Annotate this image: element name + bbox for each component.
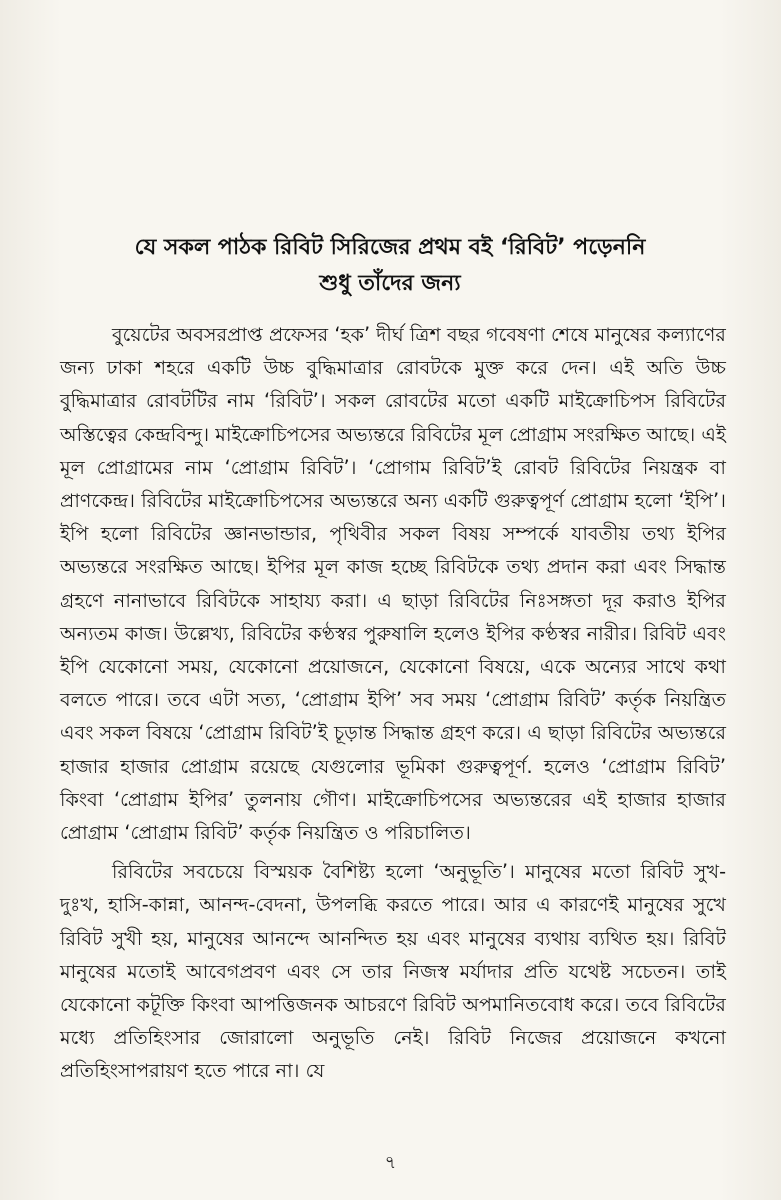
section-heading — [40, 230, 740, 302]
paragraph-2: রিবিটের সবচেয়ে বিস্ময়ক বৈশিষ্ট্য হলো ‘অনুভূতি’। মানুষের মতো রিবিট সুখ-দুঃখ, হাসি-কান্না, আনন্দ-বেদনা, উপলব্ধি করতে পারে। আর এ কারণেই মানুষের সুখে রিবিট সুখী হয়, মানুষের আনন্দে আনন্দিত হয় এবং মানুষের ব্যথায় ব্যথিত হয়। রিবিট মানুষের মতোই আবেগপ্রবণ এবং সে তার নিজস্ব মর্যাদার প্রতি যথেষ্ট সচেতন। তাই যেকোনো কটূক্তি কিংবা আপত্তিজনক আচরণে রিবিট অপমানিতবোধ করে। তবে রিবিটের মধ্যে প্রতিহিংসার জোরালো অনুভূতি নেই। রিবিট নিজের প্রয়োজনে কখনো প্রতিহিংসাপরায়ণ হতে পারে না। যে — [60, 860, 726, 1083]
paragraph-1: বুয়েটের অবসরপ্রাপ্ত প্রফেসর ‘হক’ দীর্ঘ ত্রিশ বছর গবেষণা শেষে মানুষের কল্যাণের জন্য ঢাকা শহরে একটি উচ্চ বুদ্ধিমাত্রার রোবটকে মুক্ত করে দেন। এই অতি উচ্চ বুদ্ধিমাত্রার রোবটটির নাম ‘রিবিট’। সকল রোবটের মতো একটি মাইক্রোচিপস রিবিটের অস্তিত্বের কেন্দ্রবিন্দু। মাইক্রোচিপসের অভ্যন্তরে রিবিটের মূল প্রোগ্রাম সংরক্ষিত আছে। এই মূল প্রোগ্রামের নাম ‘প্রোগ্রাম রিবিট’। ‘প্রোগাম রিবিট’ই রোবট রিবিটের নিয়ন্ত্রক বা প্রাণকেন্দ্র। রিবিটের মাইক্রোচিপসের অভ্যন্তরে অন্য একটি গুরুত্বপূর্ণ প্রোগ্রাম হলো ‘ইপি’। ইপি হলো রিবিটের জ্ঞানভান্ডার, পৃথিবীর সকল বিষয় সম্পর্কে যাবতীয় তথ্য ইপির অভ্যন্তরে সংরক্ষিত আছে। ইপির মূল কাজ হচ্ছে রিবিটকে তথ্য প্রদান করা এবং সিদ্ধান্ত গ্রহণে নানাভাবে রিবিটকে সাহায্য করা। এ ছাড়া রিবিটের নিঃসঙ্গতা দূর করাও ইপির অন্যতম কাজ। উল্লেখ্য, রিবিটের কণ্ঠস্বর পুরুষালি হলেও ইপির কণ্ঠস্বর নারীর। রিবিট এবং ইপি যেকোনো সময়, যেকোনো প্রয়োজনে, যেকোনো বিষয়ে, একে অন্যের সাথে কথা বলতে পারে। তবে এটা সত্য, ‘প্রোগ্রাম ইপি’ সব সময় ‘প্রোগ্রাম রিবিট’ কর্তৃক নিয়ন্ত্রিত এবং সকল বিষয়ে ‘প্রোগ্রাম রিবিট’ই চূড়ান্ত সিদ্ধান্ত গ্রহণ করে। এ ছাড়া রিবিটের অভ্যন্তরে হাজার হাজার প্রোগ্রাম রয়েছে যেগুলোর ভূমিকা গুরুত্বপূর্ণ. হলেও ‘প্রোগ্রাম রিবিট’ কিংবা ‘প্রোগ্রাম ইপির’ তুলনায় গৌণ। মাইক্রোচিপসের অভ্যন্তরের এই হাজার হাজার প্রোগ্রাম ‘প্রোগ্রাম রিবিট’ কর্তৃক নিয়ন্ত্রিত ও পরিচালিত। — [60, 323, 726, 845]
body-text — [60, 318, 726, 1088]
heading-line-2: শুধু তাঁদের জন্য — [319, 271, 461, 296]
page-number: ৭ — [384, 1152, 397, 1173]
heading-line-1: যে সকল পাঠক রিবিট সিরিজের প্রথম বই ‘রিবিট’ পড়েননি — [134, 235, 646, 260]
